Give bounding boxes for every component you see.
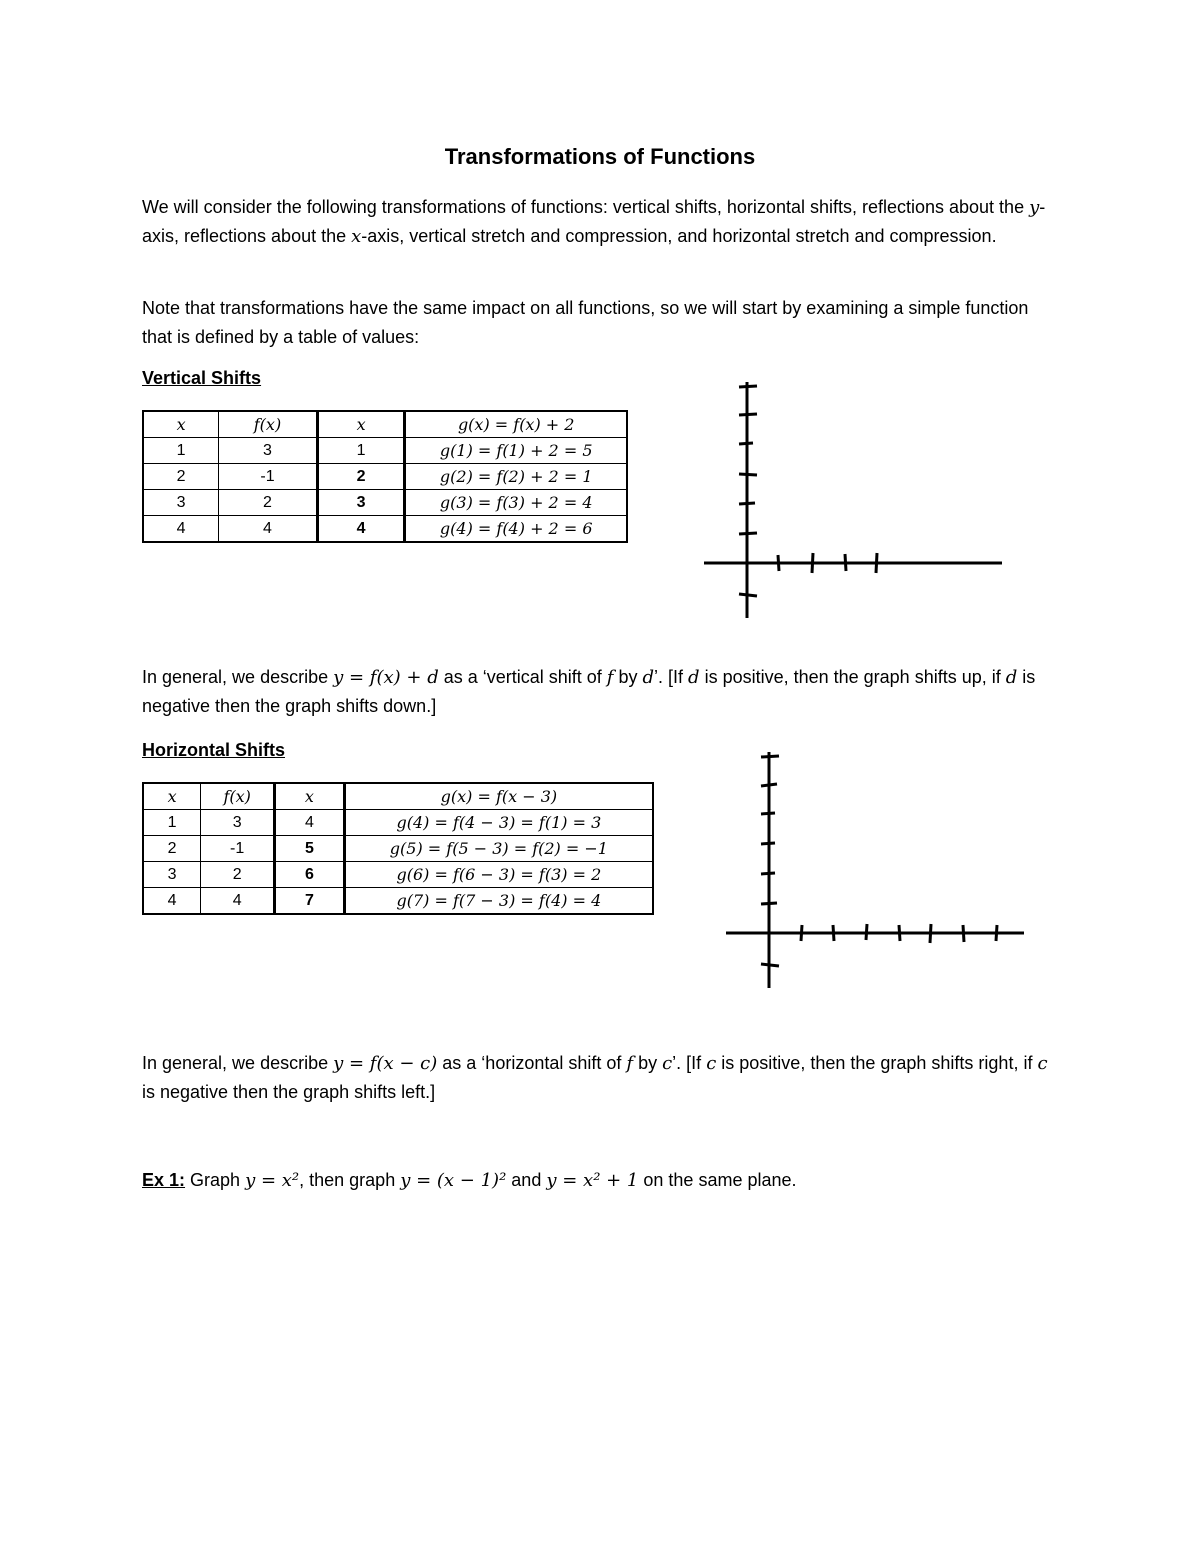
math-expression: y = f(x) + d — [333, 667, 439, 688]
intro-paragraph-2: Note that transformations have the same impact on all functions, so we will start by examining a simple function that is defined by a table of values: — [142, 298, 1029, 347]
math-f: f — [606, 667, 614, 688]
math-y: y — [1029, 197, 1040, 218]
table-cell: 1 — [143, 438, 219, 464]
table-header-cell: x — [275, 783, 345, 810]
table-cell: 2 — [201, 862, 275, 888]
intro-text: -axis, reflections about the — [142, 197, 1046, 246]
table-row — [143, 464, 627, 490]
table-cell: 3 — [201, 810, 275, 836]
desc-text: In general, we describe — [142, 1053, 334, 1073]
math-expression: y = (x − 1)² — [400, 1170, 507, 1191]
table-header-cell: g(x) = f(x − 3) — [344, 783, 653, 810]
table-cell: 4 — [143, 516, 219, 543]
horizontal-shift-axes — [722, 748, 1028, 992]
desc-text: is negative then the graph shifts down.] — [142, 667, 1036, 716]
vertical-shift-table — [142, 410, 628, 543]
math-f: f — [626, 1053, 634, 1074]
vertical-table-body — [143, 411, 627, 542]
example-text: Graph — [185, 1170, 246, 1190]
table-cell: g(5) = f(5 − 3) = f(2) = −1 — [344, 836, 653, 862]
table-row — [143, 438, 627, 464]
intro-text: -axis, vertical stretch and compression, and horizontal stretch and compression. — [361, 226, 997, 246]
table-cell: 1 — [317, 438, 405, 464]
table-header-row — [143, 783, 653, 810]
table-cell: g(7) = f(7 − 3) = f(4) = 4 — [344, 888, 653, 915]
math-c: c — [1037, 1053, 1048, 1074]
desc-text: ’. [If — [654, 667, 689, 687]
table-header-cell: g(x) = f(x) + 2 — [405, 411, 627, 438]
table-cell: g(4) = f(4) + 2 = 6 — [405, 516, 627, 543]
example-text: and — [506, 1170, 547, 1190]
table-cell: 4 — [201, 888, 275, 915]
desc-text: In general, we describe — [142, 667, 334, 687]
table-row — [143, 516, 627, 543]
math-d: d — [642, 667, 655, 688]
table-row — [143, 862, 653, 888]
table-cell: 3 — [219, 438, 318, 464]
math-c: c — [706, 1053, 717, 1074]
table-cell: 3 — [143, 862, 201, 888]
table-cell: 7 — [275, 888, 345, 915]
horizontal-shift-description — [142, 1049, 1062, 1107]
table-cell: 2 — [317, 464, 405, 490]
table-header-row — [143, 411, 627, 438]
table-row — [143, 888, 653, 915]
example-1 — [142, 1166, 1062, 1195]
desc-text: is negative then the graph shifts left.] — [142, 1082, 436, 1102]
desc-text: by — [633, 1053, 663, 1073]
table-cell: 4 — [143, 888, 201, 915]
table-cell: g(3) = f(3) + 2 = 4 — [405, 490, 627, 516]
math-d: d — [1005, 667, 1018, 688]
desc-text: by — [613, 667, 643, 687]
desc-text: is positive, then the graph shifts right, if — [716, 1053, 1038, 1073]
table-header-cell: f(x) — [201, 783, 275, 810]
table-cell: 4 — [275, 810, 345, 836]
table-row — [143, 836, 653, 862]
intro-text: We will consider the following transformations of functions: vertical shifts, horizontal shifts, reflections about the — [142, 197, 1030, 217]
table-cell: 2 — [143, 464, 219, 490]
table-cell: -1 — [219, 464, 318, 490]
table-cell: g(1) = f(1) + 2 = 5 — [405, 438, 627, 464]
desc-text: ’. [If — [672, 1053, 707, 1073]
table-header-cell: x — [317, 411, 405, 438]
math-c: c — [662, 1053, 673, 1074]
horizontal-table-body — [143, 783, 653, 914]
vertical-shifts-heading: Vertical Shifts — [142, 368, 262, 388]
desc-text: as a ‘horizontal shift of — [437, 1053, 627, 1073]
table-cell: 2 — [143, 836, 201, 862]
table-cell: 4 — [317, 516, 405, 543]
table-header-cell: f(x) — [219, 411, 318, 438]
table-cell: 1 — [143, 810, 201, 836]
math-expression: y = f(x − c) — [333, 1053, 438, 1074]
vertical-shift-description — [142, 663, 1062, 721]
table-cell: g(4) = f(4 − 3) = f(1) = 3 — [344, 810, 653, 836]
desc-text: as a ‘vertical shift of — [438, 667, 607, 687]
math-x: x — [351, 226, 362, 247]
table-cell: g(2) = f(2) + 2 = 1 — [405, 464, 627, 490]
table-cell: 2 — [219, 490, 318, 516]
example-text: , then graph — [299, 1170, 401, 1190]
table-cell: -1 — [201, 836, 275, 862]
math-expression: y = x² — [245, 1170, 300, 1191]
table-cell: 3 — [143, 490, 219, 516]
table-cell: g(6) = f(6 − 3) = f(3) = 2 — [344, 862, 653, 888]
vertical-shift-axes — [700, 378, 1006, 622]
table-cell: 3 — [317, 490, 405, 516]
example-text: on the same plane. — [638, 1170, 797, 1190]
table-cell: 5 — [275, 836, 345, 862]
table-header-cell: x — [143, 411, 219, 438]
table-row — [143, 490, 627, 516]
math-d: d — [688, 667, 700, 688]
intro-paragraph-1 — [142, 193, 1062, 251]
horizontal-shifts-heading: Horizontal Shifts — [142, 740, 285, 760]
example-label: Ex 1: — [142, 1170, 186, 1190]
page-title: Transformations of Functions — [444, 144, 756, 169]
table-row — [143, 810, 653, 836]
table-cell: 6 — [275, 862, 345, 888]
horizontal-shift-table — [142, 782, 654, 915]
desc-text: is positive, then the graph shifts up, if — [699, 667, 1006, 687]
math-expression: y = x² + 1 — [546, 1170, 639, 1191]
table-cell: 4 — [219, 516, 318, 543]
table-header-cell: x — [143, 783, 201, 810]
